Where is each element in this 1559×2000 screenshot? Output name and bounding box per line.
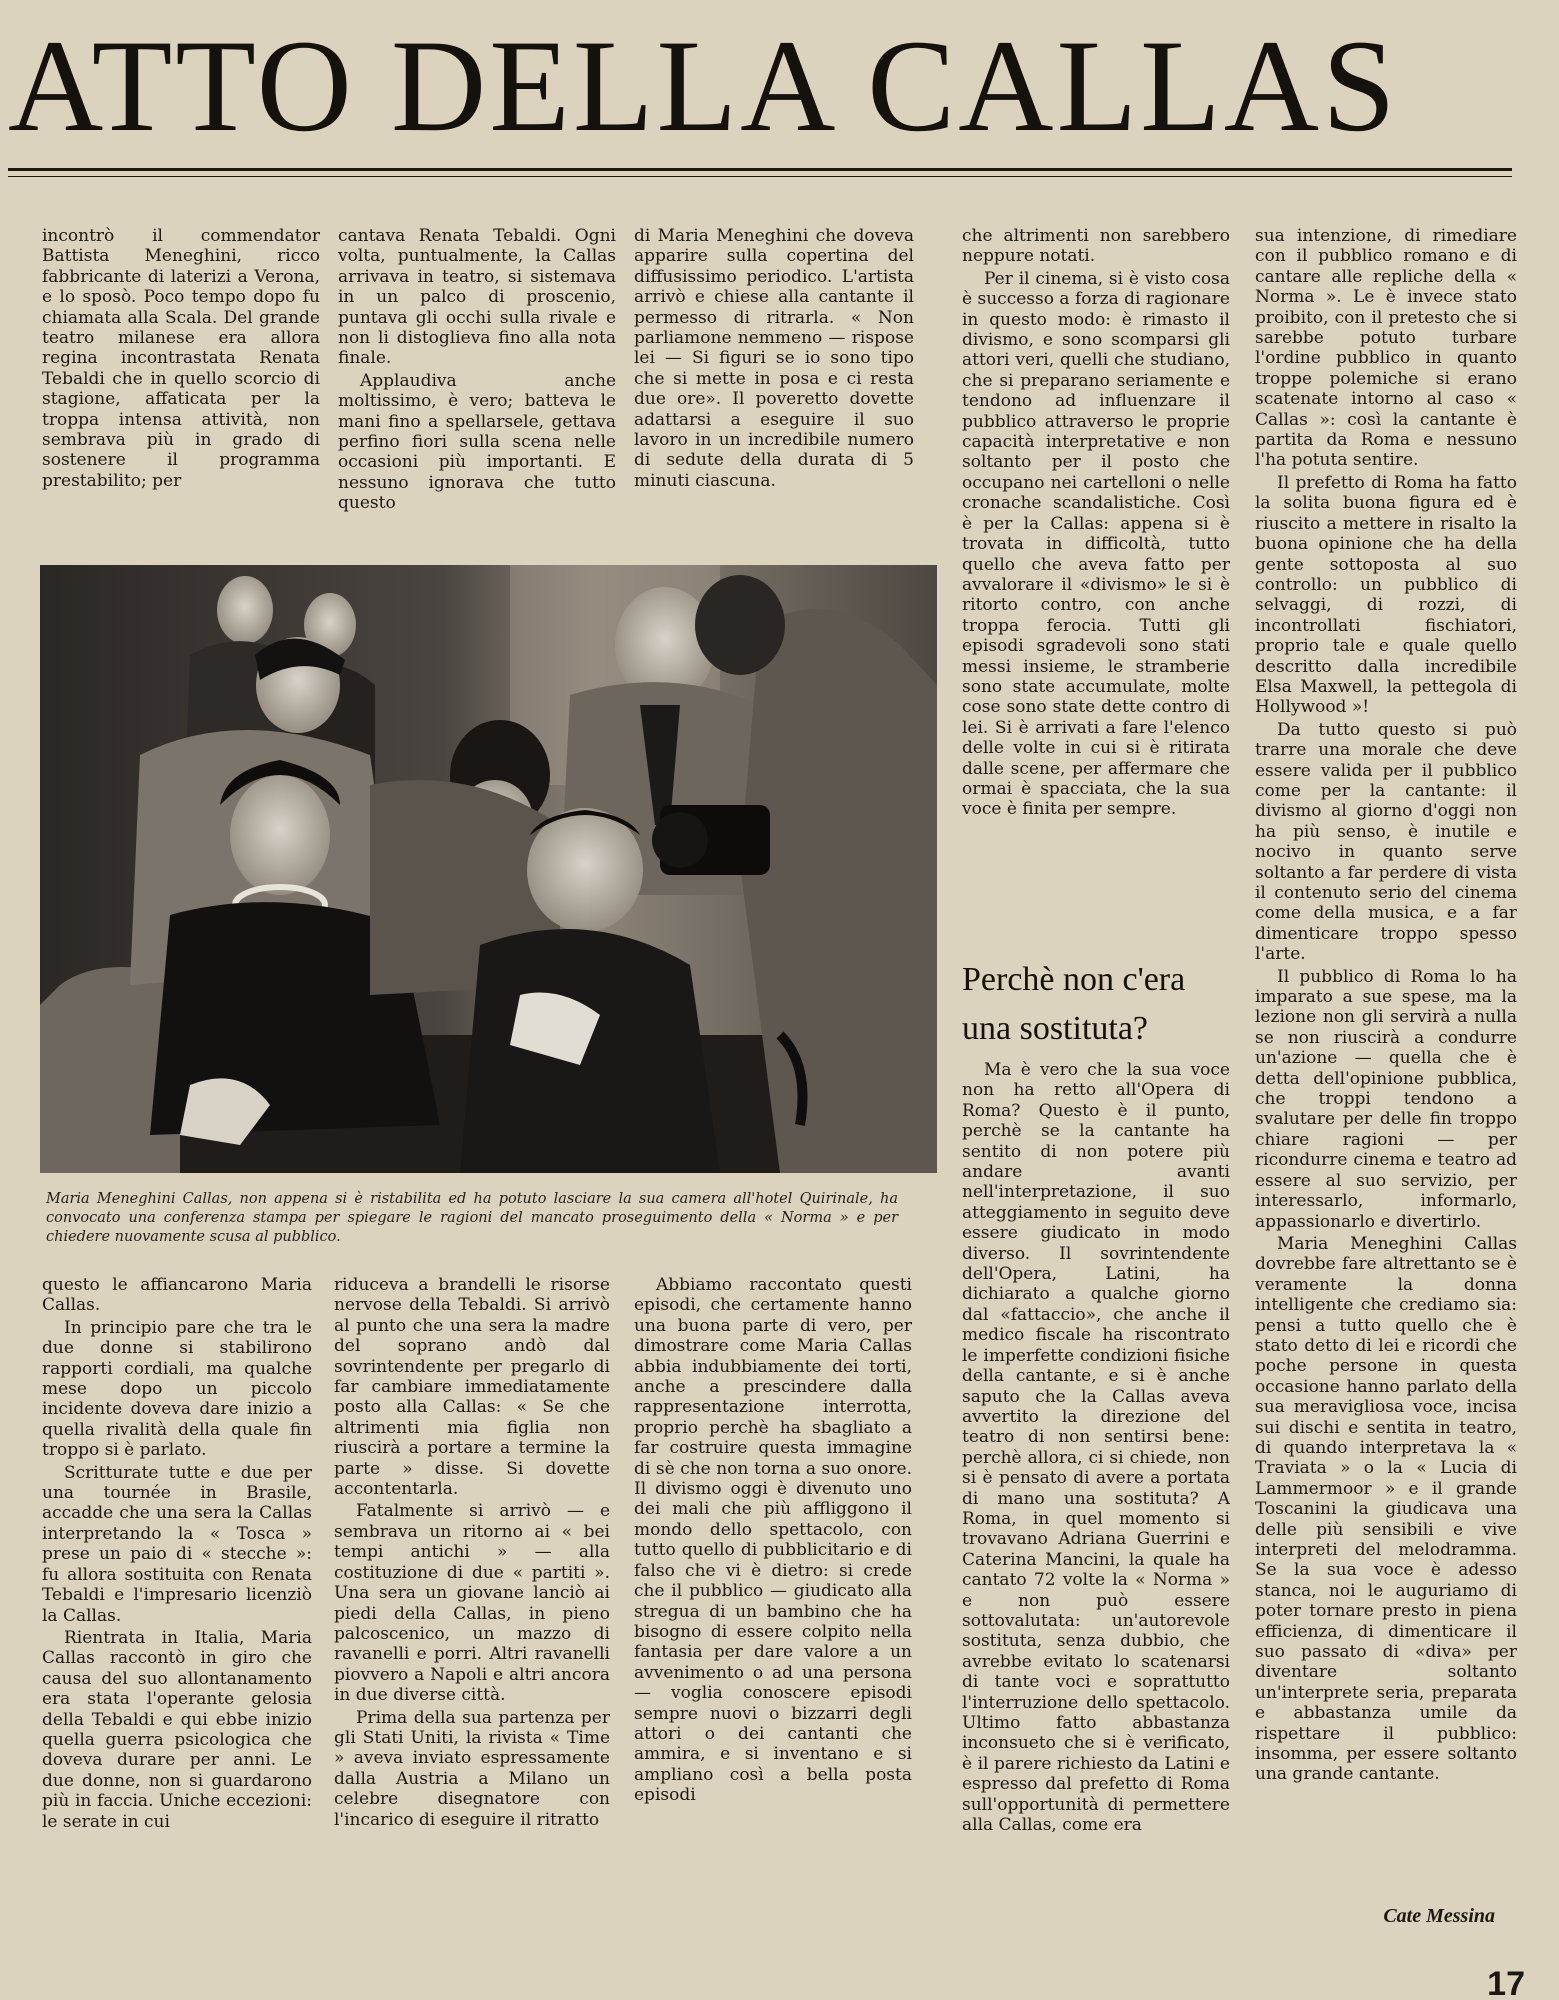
paragraph: Da tutto questo si può trarre una morale che deve essere valida per il pubblico come per la cantante: il divismo al giorno d'oggi non ha più senso, è inutile e nocivo in quanto serve soltanto a far perdere di vista il contenuto serio del cinema come della musica, e a far dimenticare troppo spesso l'arte. (1255, 719, 1517, 965)
paragraph: questo le affiancarono Maria Callas. (42, 1275, 312, 1316)
paragraph: Applaudiva anche moltissimo, è vero; batteva le mani fino a spellarsele, gettava perfino fiori sulla scena nelle occasioni più importanti. E nessuno ignorava che tutto questo (338, 370, 616, 514)
paragraph: Fatalmente si arrivò — e sembrava un ritorno ai « bei tempi antichi » — alla costituzione di due « partiti ». Una sera un giovane lanciò ai piedi della Callas, in pieno palcoscenico, un mazzo di ravanelli e porri. Altri ravanelli piovvero a Napoli e altri ancora in due diverse città. (334, 1501, 610, 1706)
column-2-bottom (334, 1275, 610, 1955)
paragraph: di Maria Meneghini che doveva apparire sulla copertina del diffusissimo periodico. L'artista arrivò e chiese alla cantante il permesso di ritrarla. « Non parliamone nemmeno — rispose lei — Si figuri se io sono tipo che si mette in posa e ci resta due ore». Il poveretto dovette adattarsi a eseguire il suo lavoro in un incredibile numero di sedute della durata di 5 minuti ciascuna. (634, 226, 914, 491)
press-conference-photo (40, 565, 937, 1173)
photo-caption: Maria Meneghini Callas, non appena si è ristabilita ed ha potuto lasciare la sua camera all'hotel Quirinale, ha convocato una conferenza stampa per spiegare le ragioni del mancato proseguimento della « Norma » e per chiedere nuovamente scusa al pubblico. (46, 1191, 898, 1245)
column-4-top (962, 226, 1230, 926)
column-1-top (42, 226, 320, 561)
paragraph: Prima della sua partenza per gli Stati Uniti, la rivista « Time » aveva inviato espressamente dalla Austria a Milano un celebre disegnatore con l'incarico di eseguire il ritratto (334, 1707, 610, 1830)
headline-rule-thin (8, 176, 1512, 177)
author-signature: Cate Messina (1383, 1905, 1495, 1927)
headline-rule (8, 168, 1512, 171)
column-5 (1255, 226, 1517, 1896)
headline: ATTO DELLA CALLAS (8, 12, 1399, 159)
subheading: Perchè non c'era una sostituta? (962, 961, 1186, 1047)
page-number: 17 (1487, 1968, 1525, 2000)
paragraph: Ma è vero che la sua voce non ha retto all'Opera di Roma? Questo è il punto, perchè se la cantante ha sentito di non potere più andare avanti nell'interpretazione, il suo atteggiamento in seguito deve essere giudicato in modo diverso. Il sovrintendente dell'Opera, Latini, ha dichiarato a qualche giorno dal «fattaccio», che anche il medico fiscale ha riscontrato le imperfette condizioni fisiche della cantante, e si è anche saputo che la Callas aveva avvertito la direzione del teatro di non sentirsi bene: perchè allora, ci si chiede, non si è pensato di avere a portata di mano una sostituta? A Roma, in quel momento si trovavano Adriana Guerrini e Caterina Mancini, la quale ha cantato 72 volte la « Norma » e non può essere sottovalutata: un'autorevole sostituta, senza dubbio, che avrebbe evitato lo scatenarsi di tante voci e soprattutto l'interruzione dello spettacolo. Ultimo fatto abbastanza inconsueto che si è verificato, è il parere richiesto da Latini e espresso dal prefetto di Roma sull'opportunità di permettere alla Callas, come era (962, 1060, 1230, 1836)
paragraph: Scritturate tutte e due per una tournée in Brasile, accadde che una sera la Callas interpretando la « Tosca » prese un paio di « stecche »: fu allora sostituita con Renata Tebaldi e l'impresario licenziò la Callas. (42, 1462, 312, 1626)
column-1-bottom (42, 1275, 312, 1955)
paragraph: Abbiamo raccontato questi episodi, che certamente hanno una buona parte di vero, per dimostrare come Maria Callas abbia indubbiamente dei torti, anche a prescindere dalla rappresentazione interrotta, proprio perchè ha sbagliato a far costruire questa immagine di sè che non torna a suo onore. Il divismo oggi è divenuto uno dei mali che più affliggono il mondo dello spettacolo, con tutto quello di pubblicitario e di falso che vi è dietro: si crede che il pubblico — giudicato alla stregua di un bambino che ha bisogno di essere colpito nella fantasia per dare valore a un avvenimento o ad una persona — voglia conoscere episodi sempre nuovi o bizzarri degli attori o dei cantanti che ammira, e si inventano e si ampliano così a bella posta episodi (634, 1275, 912, 1806)
column-3-top (634, 226, 914, 561)
paragraph: Maria Meneghini Callas dovrebbe fare altrettanto se è veramente la donna intelligente che crediamo sia: pensi a tutto quello che è stato detto di lei e ricordi che poche persone in questa occasione hanno parlato della sua meravigliosa voce, incisa sui dischi e sentita in teatro, di quando interpretava la « Traviata » o la « Lucia di Lammermoor » e il grande Toscanini la giudicava una delle più sensibili e vive interpreti del melodramma. Se la sua voce è adesso stanca, noi le auguriamo di poter tornare presto in piena efficienza, di dimenticare il suo passato di «diva» per diventare soltanto un'interprete seria, preparata e abbastanza umile da rispettare il pubblico: insomma, per essere soltanto una grande cantante. (1255, 1233, 1517, 1785)
column-4-bottom (962, 1060, 1230, 1965)
photo-image (40, 565, 937, 1173)
column-2-top (338, 226, 616, 561)
paragraph: Rientrata in Italia, Maria Callas raccontò in giro che causa del suo allontanamento era stata l'operante gelosia della Tebaldi e qui ebbe inizio quella guerra psicologica che doveva durare per anni. Le due donne, non si guardarono più in faccia. Uniche eccezioni: le serate in cui (42, 1627, 312, 1832)
column-3-bottom (634, 1275, 912, 1955)
paragraph: riduceva a brandelli le risorse nervose della Tebaldi. Si arrivò al punto che una sera la madre del soprano andò dal sovrintendente per pregarlo di far cambiare immediatamente posto alla Callas: « Se che altrimenti mia figlia non riuscirà a portare a termine la parte » disse. Si dovette accontentarla. (334, 1275, 610, 1500)
paragraph: Il pubblico di Roma lo ha imparato a sue spese, ma la lezione non gli servirà a nulla se non riuscirà a condurre un'azione — quella che è detta dell'opinione pubblica, che troppi tendono a svalutare per delle fin troppo chiare ragioni — per ricondurre cinema e teatro ad essere al suo servizio, per interessarlo, informarlo, appassionarlo e divertirlo. (1255, 966, 1517, 1232)
paragraph: incontrò il commendator Battista Meneghini, ricco fabbricante di laterizi a Verona, e lo sposò. Poco tempo dopo fu chiamata alla Scala. Del grande teatro milanese era allora regina incontrastata Renata Tebaldi che in quello scorcio di stagione, affaticata per la troppa intensa attività, non sembrava più in grado di sostenere il programma prestabilito; per (42, 226, 320, 491)
paragraph: sua intenzione, di rimediare con il pubblico romano e di cantare alle repliche della « Norma ». Le è invece stato proibito, con il pretesto che si sarebbe potuto turbare l'ordine pubblico in quanto troppe polemiche si erano scatenate intorno al caso « Callas »: così la cantante è partita da Roma e nessuno l'ha potuta sentire. (1255, 226, 1517, 471)
paragraph: Il prefetto di Roma ha fatto la solita buona figura ed è riuscito a mettere in risalto la buona opinione che ha della gente sottoposta al suo controllo: un pubblico di selvaggi, di rozzi, di incontrollati fischiatori, proprio tale e quale quello descritto dalla incredibile Elsa Maxwell, la pettegola di Hollywood »! (1255, 472, 1517, 718)
paragraph: In principio pare che tra le due donne si stabilirono rapporti cordiali, ma qualche mese dopo un piccolo incidente doveva dare inizio a quella rivalità della quale fin troppo si è parlato. (42, 1317, 312, 1461)
paragraph: che altrimenti non sarebbero neppure notati. (962, 226, 1230, 267)
paragraph: cantava Renata Tebaldi. Ogni volta, puntualmente, la Callas arrivava in teatro, si sistemava in un palco di proscenio, puntava gli occhi sulla rivale e non li distoglieva fino alla nota finale. (338, 226, 616, 369)
paragraph: Per il cinema, si è visto cosa è successo a forza di ragionare in questo modo: è rimasto il divismo, e sono scomparsi gli attori veri, quelli che studiano, che si preparano seriamente e tendono ad influenzare il pubblico attraverso le proprie capacità interpretative e non soltanto per il posto che occupano nei cartelloni o nelle cronache scandalistiche. Così è per la Callas: appena si è trovata in difficoltà, tutto quello che aveva fatto per avvalorare il «divismo» le si è ritorto contro, con anche troppa ferocia. Tutti gli episodi sgradevoli sono stati messi insieme, le stramberie sono state accumulate, molte cose sono state dette contro di lei. Si è arrivati a fare l'elenco delle volte in cui si è ritirata dalle scene, per affermare che ormai è spacciata, che la sua voce è finita per sempre. (962, 268, 1230, 820)
